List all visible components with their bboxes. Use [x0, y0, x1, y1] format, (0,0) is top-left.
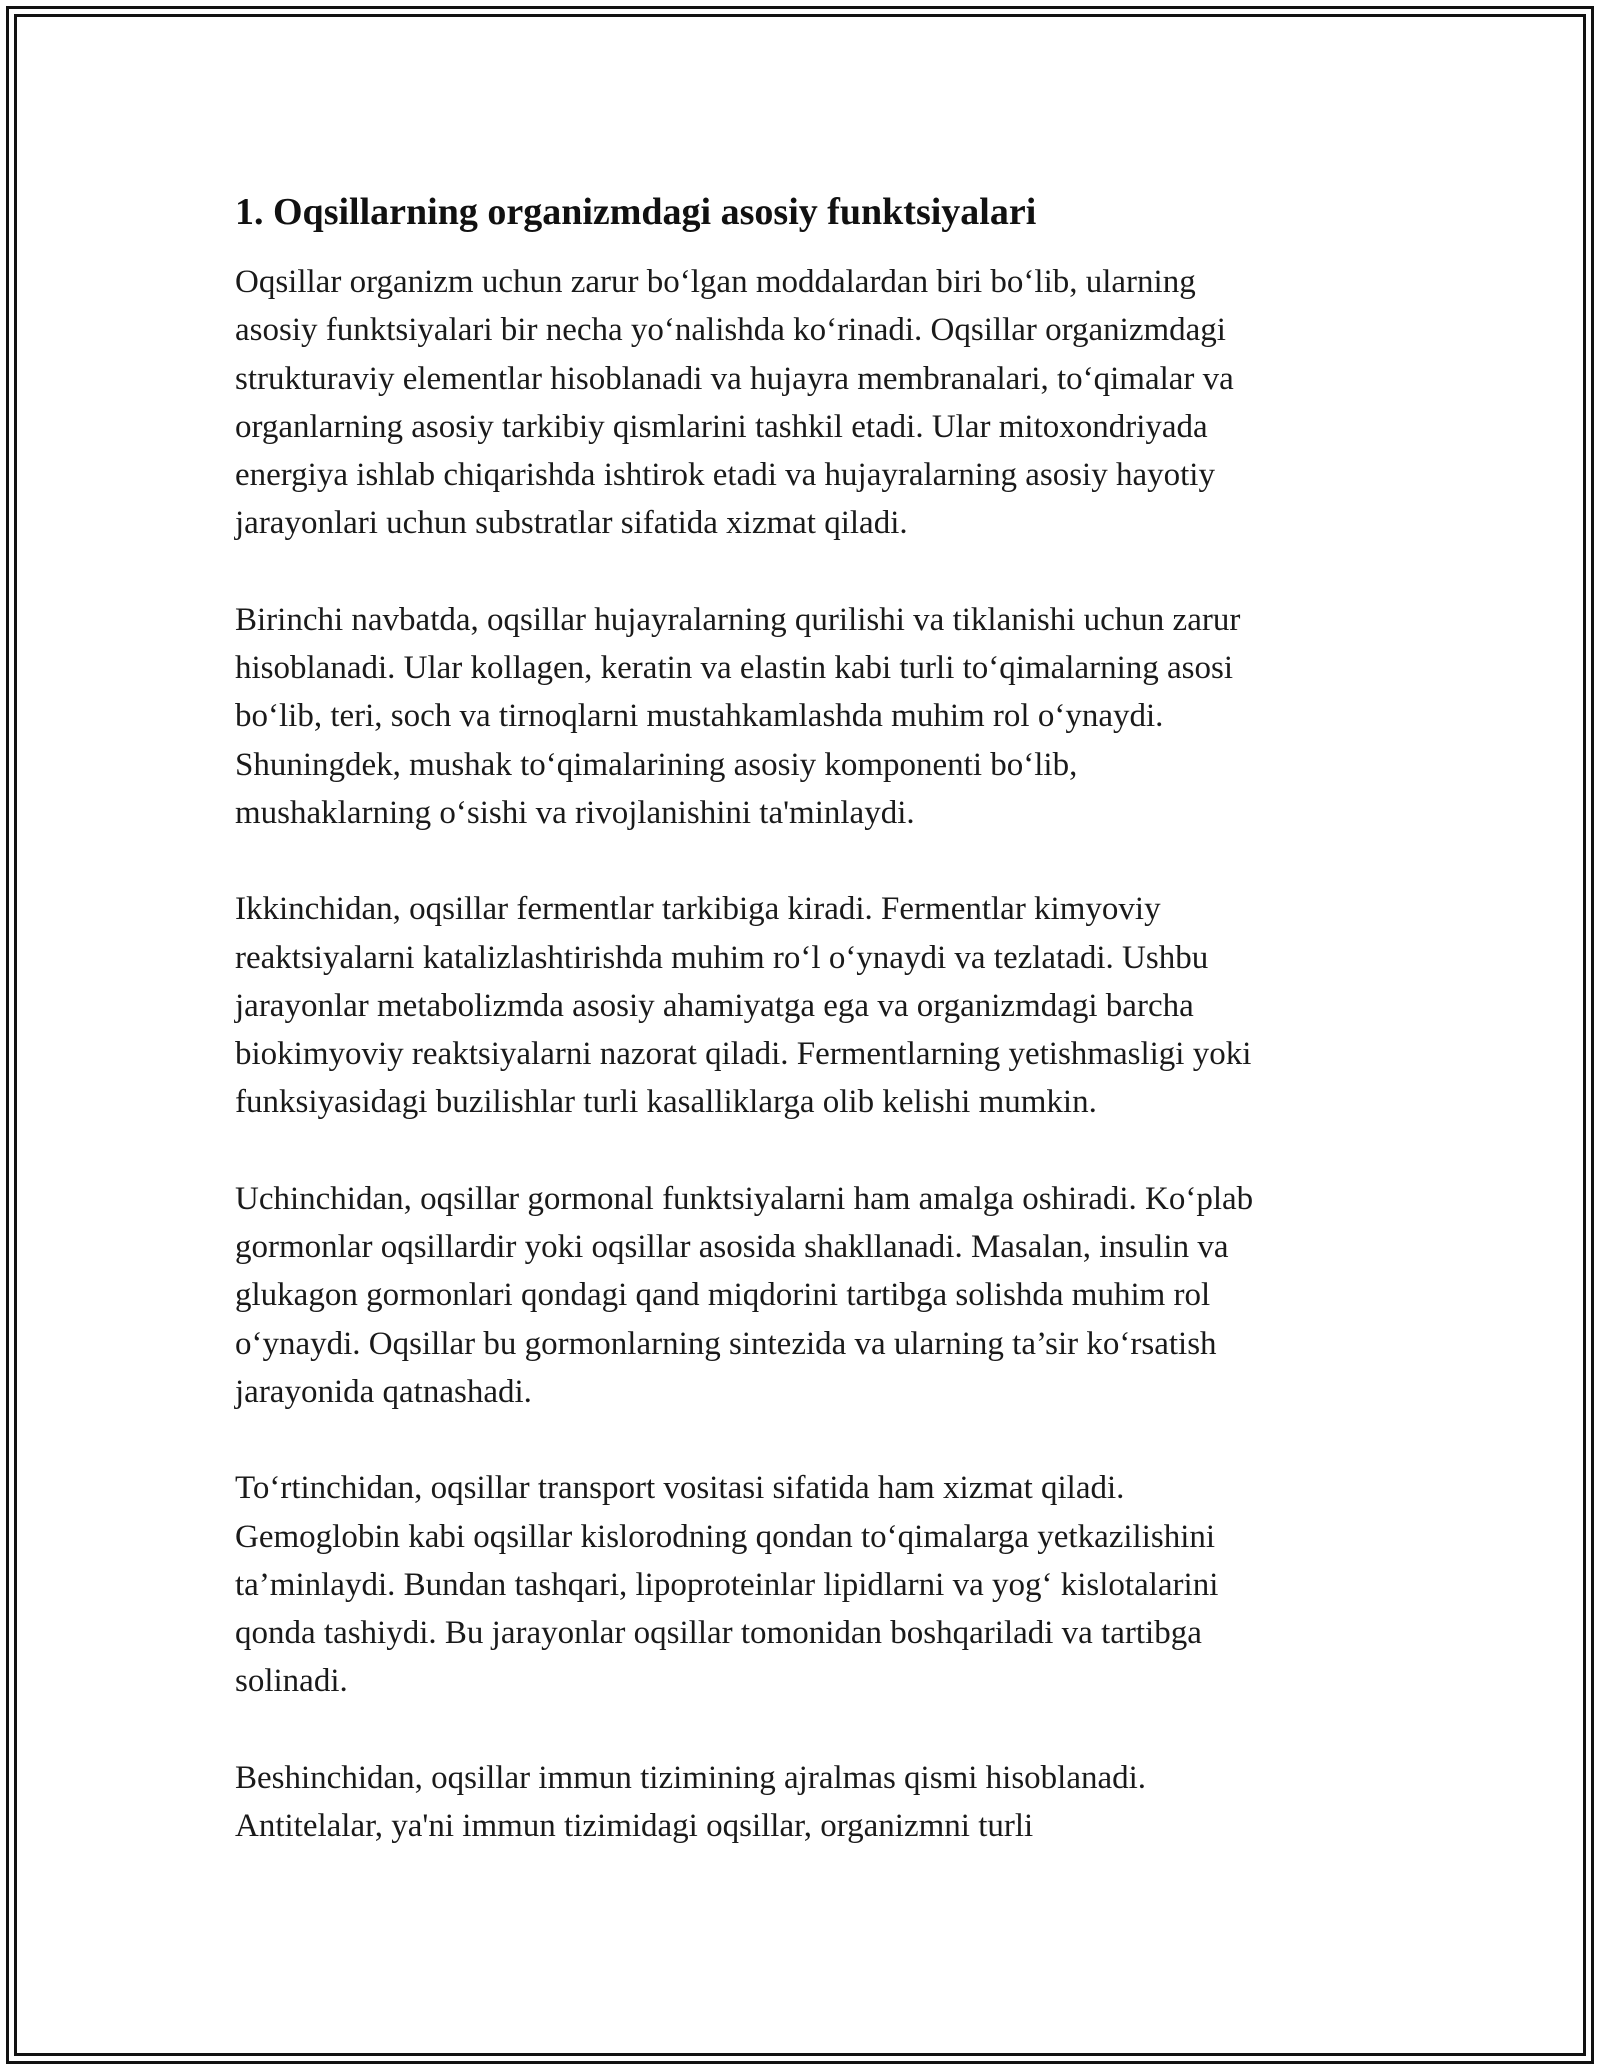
paragraph-first: Birinchi navbatda, oqsillar hujayralarning qurilishi va tiklanishi uchun zarur hisoblanadi. Ular kollagen, keratin va elastin kabi turli to‘qimalarning asosi bo‘lib, teri, soch va tirnoqlarni mustahkamlashda muhim rol o‘ynaydi. Shuningdek, mushak to‘qimalarining asosiy komponenti bo‘lib, mushaklarning o‘sishi va rivojlanishini ta'minlaydi. [235, 601, 1241, 831]
paragraph-fourth: To‘rtinchidan, oqsillar transport vositasi sifatida ham xizmat qiladi. Gemoglobin kabi oqsillar kislorodning qondan to‘qimalarga yetkazilishini ta’minlaydi. Bundan tashqari, lipoproteinlar lipidlarni va yog‘ kislotalarini qonda tashiydi. Bu jarayonlar oqsillar tomonidan boshqariladi va tartibga solinadi. [235, 1470, 1219, 1700]
section-heading: 1. Oqsillarning organizmdagi asosiy funktsiyalari [235, 191, 1037, 233]
paragraph-second: Ikkinchidan, oqsillar fermentlar tarkibiga kiradi. Fermentlar kimyoviy reaktsiyalarni katalizlashtirishda muhim ro‘l o‘ynaydi va tezlatadi. Ushbu jarayonlar metabolizmda asosiy ahamiyatga ega va organizmdagi barcha biokimyoviy reaktsiyalarni nazorat qiladi. Fermentlarning yetishmasligi yoki funksiyasidagi buzilishlar turli kasalliklarga olib kelishi mumkin. [235, 891, 1252, 1121]
paragraph-intro: Oqsillar organizm uchun zarur bo‘lgan moddalardan biri bo‘lib, ularning asosiy funktsiyalari bir necha yo‘nalishda ko‘rinadi. Oqsillar organizmdagi strukturaviy elementlar hisoblanadi va hujayra membranalari, to‘qimalar va organlarning asosiy tarkibiy qismlarini tashkil etadi. Ular mitoxondriyada energiya ishlab chiqarishda ishtirok etadi va hujayralarning asosiy hayotiy jarayonlari uchun substratlar sifatida xizmat qiladi. [235, 264, 1234, 542]
paragraph-third: Uchinchidan, oqsillar gormonal funktsiyalarni ham amalga oshiradi. Ko‘plab gormonlar oqsillardir yoki oqsillar asosida shakllanadi. Masalan, insulin va glukagon gormonlari qondagi qand miqdorini tartibga solishda muhim rol o‘ynaydi. Oqsillar bu gormonlarning sintezida va ularning ta’sir ko‘rsatish jarayonida qatnashadi. [235, 1180, 1254, 1410]
document-body [235, 186, 1385, 1898]
paragraph-fifth: Beshinchidan, oqsillar immun tizimining ajralmas qismi hisoblanadi. Antitelalar, ya'ni immun tizimidagi oqsillar, organizmni turli [235, 1759, 1147, 1845]
